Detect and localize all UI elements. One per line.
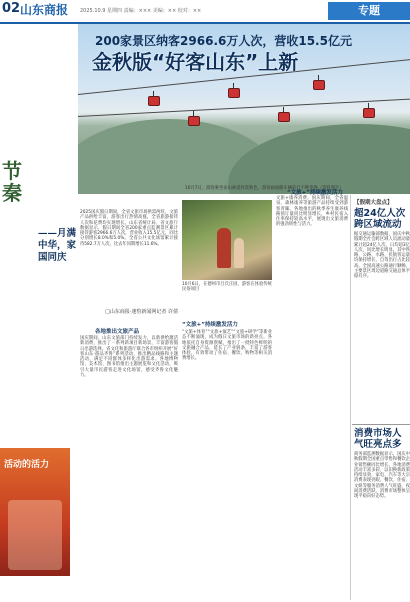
page-number: 02 <box>2 1 21 16</box>
cable-car <box>363 108 375 118</box>
body-paragraph: 文旅+康养消费。国庆期间，全省温泉、森林康养等旅游产品持续受到游客青睐。各地推出的秋季养生康养线路预订量同比明显增长，乡村民宿入住率保持较高水平，展现出文旅消费的强劲韧性与活力。 <box>276 196 348 228</box>
headline-kicker: 200家景区纳客2966.6万人次，营收15.5亿元 <box>95 34 352 48</box>
sidebar-body-consumption: 商务部监测数据显示，国庆中秋假期全国重点零售和餐饮企业销售额同比增长。各地消费活动丰富多彩，以旧换新政策持续显效，家电、汽车等大宗消费表现亮眼，餐饮、住宿、文娱等服务消费人气旺盛，夜间消费活跃，消费市场整体呈现平稳向好态势。 <box>354 452 410 500</box>
photo-figure <box>234 238 244 268</box>
hero-caption: 10月7日，游客乘坐泰山索道欣赏秋色，游客画面随车辆前行不断变换（资料图片） <box>185 186 344 191</box>
sidebar-body-travel: 据交通运输部数据，国庆中秋假期全社会跨区域人员流动量累计超24亿人次，日均超3亿人次，同比增长明显。其中铁路、公路、水路、民航客运量均保持增长，自驾出行占比较高。全国高速公路通行顺畅，主要景区周边道路交通总体平稳有序。 <box>354 232 410 280</box>
sidebar-divider <box>352 424 410 425</box>
cable-car <box>278 112 290 122</box>
cable-car <box>313 80 325 90</box>
intro-paragraph: 2025国庆假日期间，全省文旅市场供需两旺，文旅产品供给丰富，游客出行热情高涨，全省旅游接待人次和花费均实现增长。山东省统计局、省文旅厅数据显示，假日期间全省200家重点监测景区累计接待游客2966.6万人次，营业收入15.5亿元，同比分别增长8.0%和5.0%。全省公共文化场馆累计接待582.7万人次，比去年同期增长11.6%。 <box>80 210 178 247</box>
headline-main: 金秋版“好客山东”上新 <box>92 50 299 74</box>
byline: □山东商报·速豹新闻网记者 许倩 <box>105 309 178 315</box>
cable-car <box>188 116 200 126</box>
folk-photo <box>182 200 272 280</box>
cable-car <box>228 88 240 98</box>
body-paragraph: “文旅+体育”“文旅+演艺”“文旅+研学”等新业态不断涌现，成为假日文旅市场的新亮点。各地依托自身资源禀赋，推出了一批特色鲜明的文旅融合产品，延长了产业链条，丰富了游客体验，有效带动了住宿、餐饮、购物等相关消费增长。 <box>182 330 272 362</box>
ribbon-title: 节秦 <box>2 159 22 205</box>
photo-figure <box>217 228 231 268</box>
cable-car <box>148 96 160 106</box>
cable-line <box>78 98 410 117</box>
subhead-culture: “文旅+”持续激发活力 <box>182 322 238 328</box>
ribbon-people-figure <box>8 500 62 570</box>
subhead-products: 各地推出文旅产品 <box>95 329 140 335</box>
sidebar-title-consumption: 消费市场人气旺亮点多 <box>354 428 402 450</box>
photo-caption: 10月6日，在德州市吕氏庄园，游客在体验传统民俗项目 <box>182 282 272 292</box>
subhead-health: “文旅+”持续激发活力 <box>287 190 343 196</box>
section-badge: 专题 <box>328 2 410 20</box>
hero-hill-right <box>228 124 410 194</box>
sidebar-title-travel: 超24亿人次跨区域流动 <box>354 208 406 230</box>
ribbon-subtitle: ——月满中华，家国同庆 <box>38 228 77 263</box>
dateline: 2025.10.9 星期四 责编：××× 美编：×× 校对：×× <box>80 8 202 14</box>
sidebar-header: 【假期大盘点】 <box>354 200 393 206</box>
ribbon-tag: 活动的活力 <box>4 460 50 470</box>
paper-name: 山东商报 <box>20 3 69 17</box>
body-paragraph: 国庆期间，山东文旅部门持续发力，以新供给激活新消费，推出了一系列新项目新场景，丰富游客假日出游选择。省文化和旅游厅联合各市组织开展“好客山东·游品齐鲁”系列活动，推出精品线路和主题活动，满足不同群体多样化出游需求。各地博物馆、美术馆、图书馆推出主题展览和文化活动，吸引大量市民游客走进文化场馆，感受齐鲁文化魅力。 <box>80 336 178 379</box>
